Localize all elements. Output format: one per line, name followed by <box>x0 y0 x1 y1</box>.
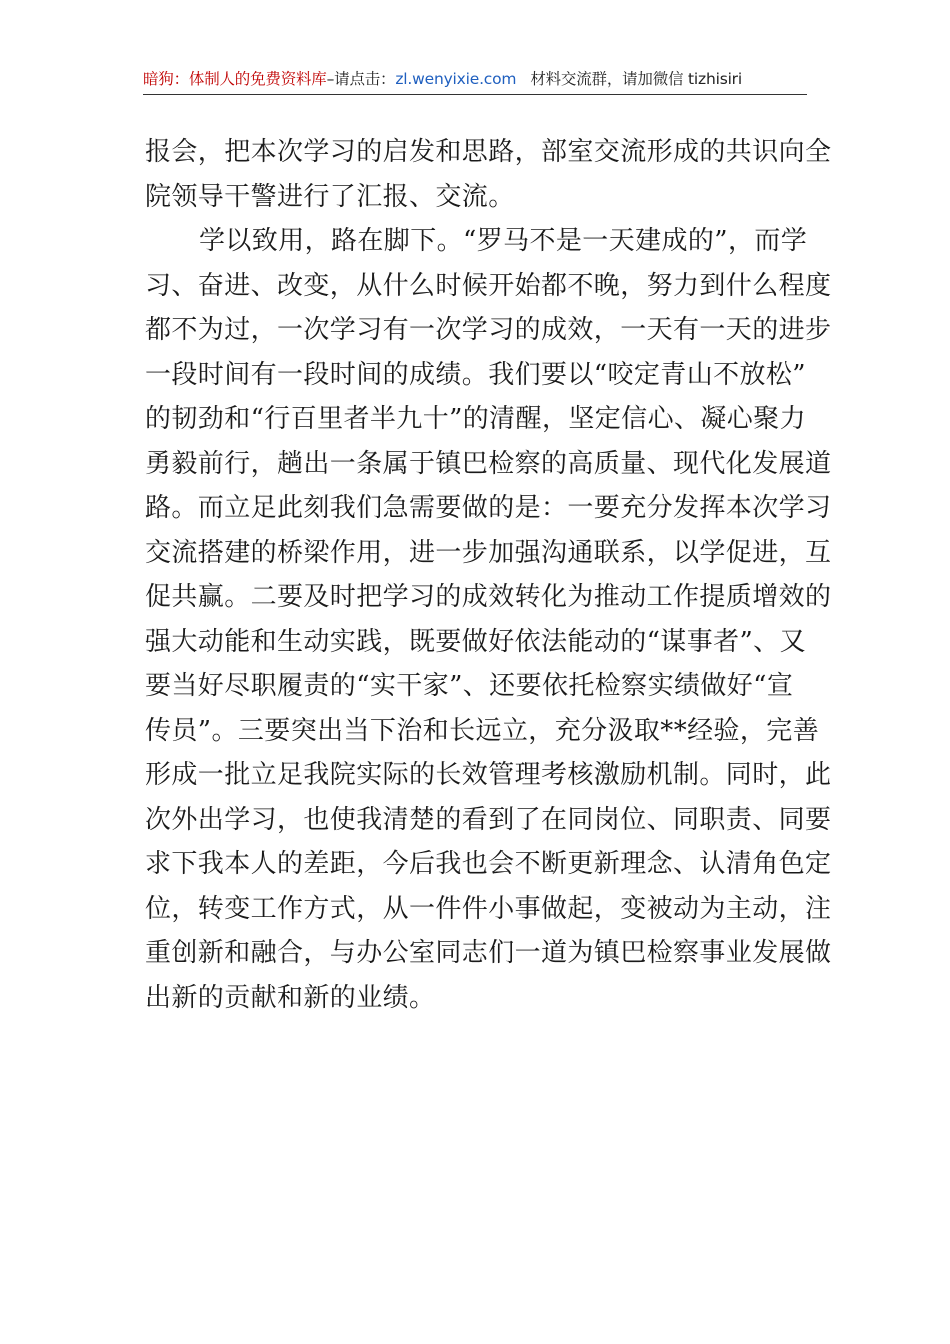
document-body <box>145 130 832 1020</box>
text-line: 的韧劲和“行百里者半九十”的清醒，坚定信心、凝心聚力 <box>145 404 806 434</box>
text-line: 一段时间有一段时间的成绩。我们要以“咬定青山不放松” <box>145 359 806 390</box>
header-divider <box>143 94 807 95</box>
text-line: 习、奋进、改变，从什么时候开始都不晚，努力到什么程度 <box>145 270 832 301</box>
text-line: 促共赢。二要及时把学习的成效转化为推动工作提质增效的 <box>145 582 832 612</box>
text-line: 要当好尽职履责的“实干家”、还要依托检察实绩做好“宣 <box>145 671 794 701</box>
text-line: 报会，把本次学习的启发和思路，部室交流形成的共识向全 <box>145 137 832 167</box>
text-line: 出新的贡献和新的业绩。 <box>145 982 436 1013</box>
text-line: 路。而立足此刻我们急需要做的是：一要充分发挥本次学习 <box>145 493 832 523</box>
text-line: 重创新和融合，与办公室同志们一道为镇巴检察事业发展做 <box>145 938 832 968</box>
text-line: 形成一批立足我院实际的长效管理考核激励机制。同时，此 <box>145 760 832 790</box>
text-line: 位，转变工作方式，从一件件小事做起，变被动为主动，注 <box>145 893 832 924</box>
text-line: 交流搭建的桥梁作用，进一步加强沟通联系，以学促进，互 <box>145 537 832 568</box>
text-line: 求下我本人的差距，今后我也会不断更新理念、认清角色定 <box>145 849 832 879</box>
text-line: 传员”。三要突出当下治和长远立，充分汲取**经验，完善 <box>145 715 820 746</box>
text-line: 强大动能和生动实践，既要做好依法能动的“谋事者”、又 <box>145 626 806 657</box>
header-contact: 材料交流群，请加微信 tizhisiri <box>530 70 742 88</box>
page-header <box>143 64 807 94</box>
text-line: 院领导干警进行了汇报、交流。 <box>145 181 515 212</box>
text-line: 学以致用，路在脚下。“罗马不是一天建成的”，而学 <box>199 226 808 256</box>
header-link[interactable]: zl.wenyixie.com <box>395 70 517 88</box>
text-line: 勇毅前行，趟出一条属于镇巴检察的高质量、现代化发展道 <box>145 448 832 479</box>
header-link-label: –请点击： <box>326 70 396 88</box>
text-line: 都不为过，一次学习有一次学习的成效，一天有一天的进步 <box>145 315 832 345</box>
text-line: 次外出学习，也使我清楚的看到了在同岗位、同职责、同要 <box>145 804 832 835</box>
header-brand: 暗狗：体制人的免费资料库 <box>143 70 327 88</box>
